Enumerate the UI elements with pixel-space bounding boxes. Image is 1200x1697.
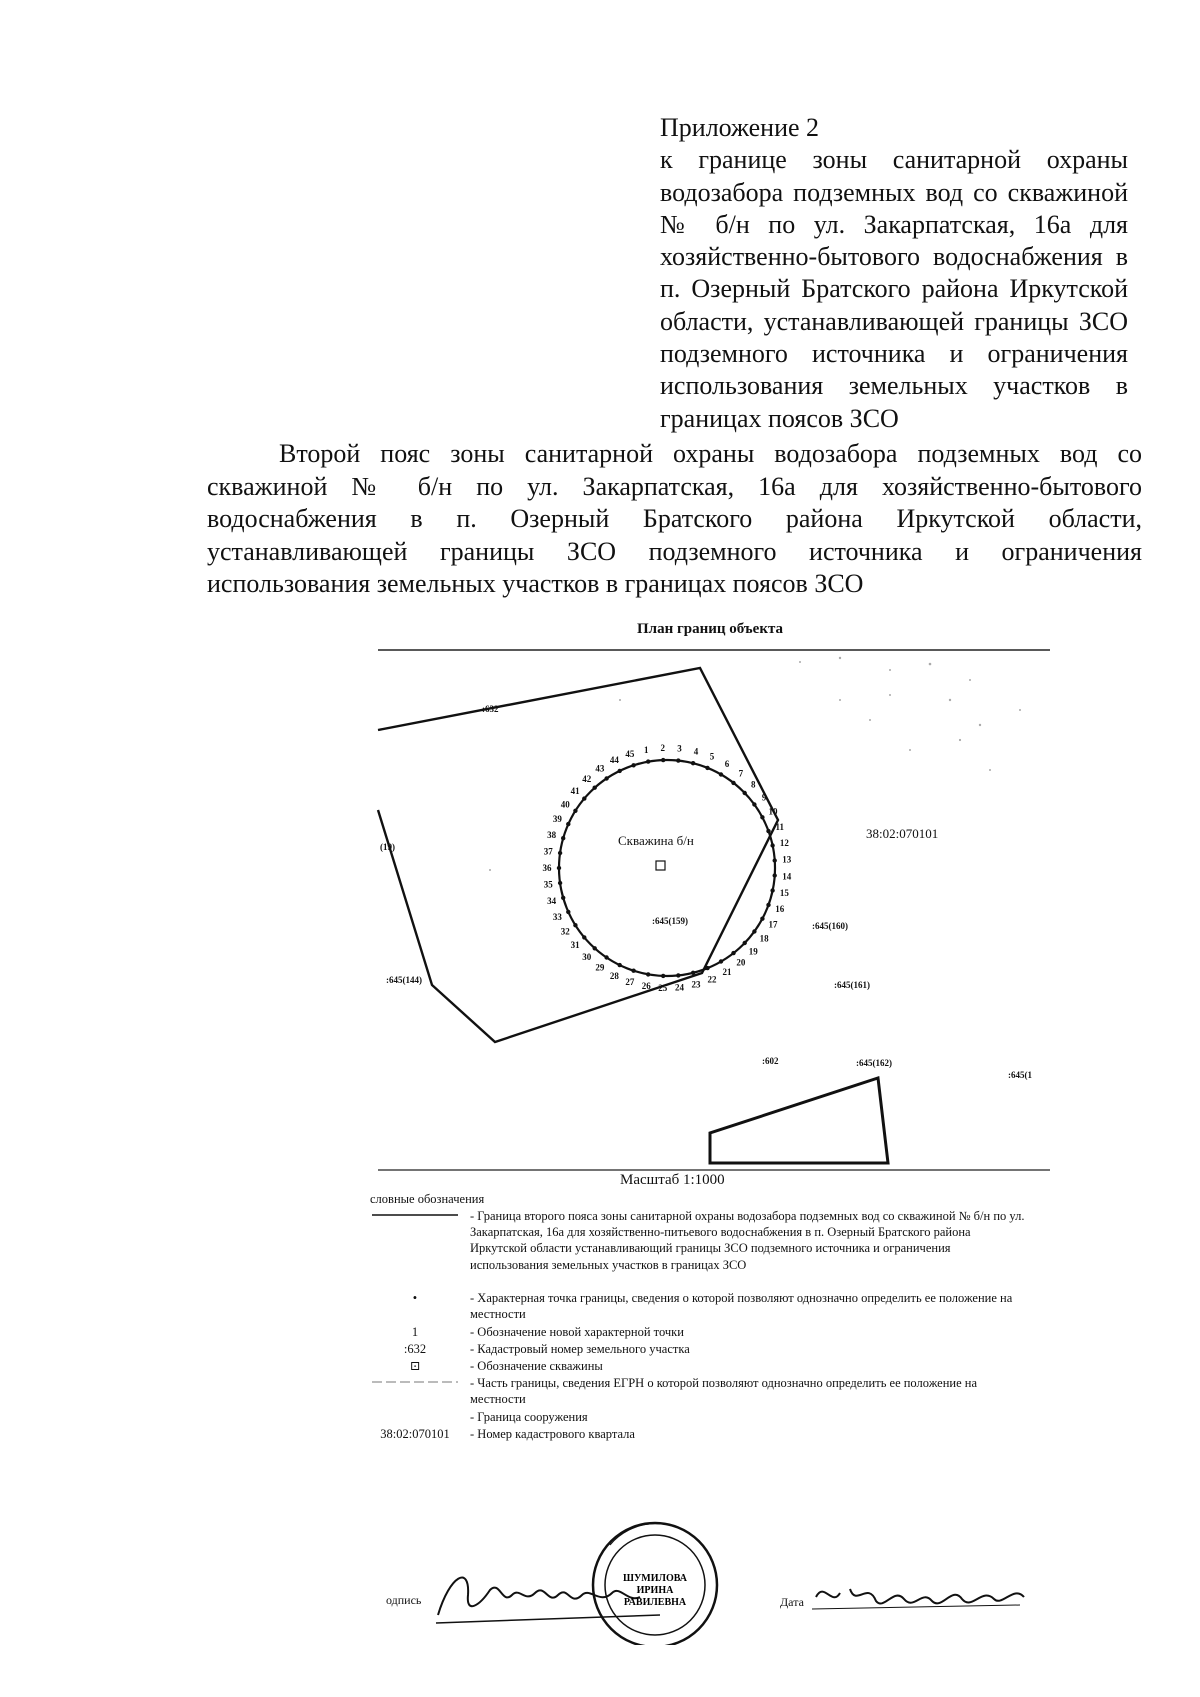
parcel-632-boundary [378,668,778,1042]
boundary-point [705,966,709,970]
point-number: 28 [609,970,619,981]
boundary-point [760,815,764,819]
boundary-point [691,971,695,975]
boundary-point [561,836,565,840]
boundary-plan-map [370,640,1050,1180]
boundary-point [618,769,622,773]
legend-text: - Характерная точка границы, сведения о которой позволяют однозначно определить ее положение на местности [470,1291,1013,1322]
legend-item [370,1426,1050,1444]
boundary-point [760,917,764,921]
structure-boundary [710,1078,888,1163]
point-number: 27 [625,977,635,988]
boundary-point [676,973,680,977]
legend-symbol: :632 [403,1342,427,1356]
intro-paragraph: Второй пояс зоны санитарной охраны водозабора подземных вод со скважиной № б/н по ул. Закарпатская, 16а для хозяйственно-бытового водоснабжения в п. Озерный Братского района Иркутской области, устанавливающей границы ЗСО подземного источника и ограничения использования земельных участков в границах поясов ЗСО [207,439,1142,598]
legend-symbol-line [370,1208,460,1224]
boundary-point [752,802,756,806]
boundary-point [766,829,770,833]
legend-symbol: 38:02:070101 [380,1427,450,1441]
point-number: 45 [625,748,635,759]
parcel-label: :632 [482,704,499,714]
boundary-point [661,758,665,762]
legend-text: - Часть границы, сведения ЕГРН о которой позволяют однозначно определить ее положение на местности [470,1376,978,1407]
official-stamp [580,1515,730,1645]
legend-heading: словные обозначения [370,1192,485,1206]
point-number: 36 [542,863,552,873]
parcel-label: :645(1 [1008,1070,1032,1080]
point-number: 16 [775,904,785,914]
plan-title: План границ объекта [636,621,784,637]
boundary-point [770,843,774,847]
parcel-label: :645(144) [386,975,422,985]
boundary-point [557,866,561,870]
scan-noise [489,657,1021,871]
legend-symbol: 1 [411,1325,419,1339]
point-number: 33 [552,911,562,922]
well-legend-icon: ⊡ [409,1359,421,1373]
legend-text: - Граница второго пояса зоны санитарной охраны водозабора подземных вод со скважиной № б/н по ул. Закарпатская, 16а для хозяйственно-питьевого водоснабжения в п. Озерный Братского района Иркутской области устанавливающий границы ЗСО подземного источника и ограничения использования земельных участков в границах ЗСО [470,1209,1025,1272]
well-label: Скважина б/н [618,833,694,848]
boundary-point [719,959,723,963]
point-number: 13 [782,854,792,865]
legend-text: - Номер кадастрового квартала [470,1427,635,1441]
point-number: 11 [775,822,785,832]
boundary-point [561,896,565,900]
point-number: 7 [738,768,744,779]
date-label: Дата [780,1595,804,1609]
point-number: 35 [543,879,553,890]
point-number: 15 [779,887,789,898]
point-number: 20 [736,957,746,968]
legend-item [370,1358,1050,1376]
parcel-label: :645(160) [812,921,848,931]
handwritten-date [810,1567,1030,1627]
boundary-point [705,766,709,770]
point-number: 23 [691,979,701,990]
boundary-point [604,776,608,780]
point-number: 8 [751,779,756,790]
boundary-point [661,974,665,978]
boundary-point [731,781,735,785]
boundary-point [676,758,680,762]
legend-item [370,1375,1050,1409]
point-number: 39 [552,814,562,825]
signature-block [370,1515,1090,1645]
point-number: 17 [768,919,778,930]
point-number: 43 [595,763,605,774]
appendix-header [660,112,1128,435]
svg-text:ИРИНА: ИРИНА [636,1585,674,1596]
boundary-point [582,935,586,939]
point-number: 21 [722,966,732,977]
appendix-title: Приложение 2 [660,113,820,142]
map-scale: Масштаб 1:1000 [620,1172,725,1188]
boundary-point [719,772,723,776]
point-number: 12 [779,838,789,849]
point-number: 10 [768,806,778,817]
boundary-point [573,923,577,927]
point-number: 34 [547,896,557,907]
boundary-point [773,858,777,862]
boundary-point [582,796,586,800]
parcel-label: :645(159) [652,916,688,926]
boundary-point [743,941,747,945]
parcel-label: :602 [762,1056,779,1066]
boundary-point [770,888,774,892]
point-number: 29 [595,962,605,973]
point-number: 24 [675,982,684,993]
point-number: 26 [641,981,651,992]
legend-text: - Кадастровый номер земельного участка [470,1342,690,1356]
boundary-point [773,873,777,877]
legend-symbol: • [412,1291,418,1305]
boundary-point [631,763,635,767]
boundary-point [593,946,597,950]
point-number: 31 [570,940,580,951]
point-number: 41 [570,785,580,796]
point-number: 19 [748,946,758,957]
boundary-point [573,809,577,813]
quarter-label: 38:02:070101 [866,826,939,841]
boundary-point [566,910,570,914]
point-number: 14 [782,871,792,882]
legend-item [370,1208,1050,1288]
boundary-point [631,969,635,973]
boundary-point [618,963,622,967]
boundary-point [604,955,608,959]
well-icon [656,861,665,870]
appendix-body: к границе зоны санитарной охраны водозабора подземных вод со скважиной № б/н по ул. Закарпатская, 16а для хозяйственно-бытового водоснабжения в п. Озерный Братского района Иркутской области, устанавливающей границы ЗСО подземного источника и ограничения использования земельных участков в границах поясов ЗСО [660,145,1128,433]
legend-text: - Граница сооружения [470,1410,588,1424]
parcel-label: (19) [380,842,395,852]
legend-symbol-dashed [370,1375,460,1391]
point-number: 9 [761,792,767,803]
signature-label: одпись [386,1593,422,1607]
point-number: 44 [609,755,619,766]
point-number: 40 [560,799,570,810]
svg-text:ШУМИЛОВА: ШУМИЛОВА [622,1573,688,1584]
point-number: 4 [693,746,699,757]
boundary-point [646,759,650,763]
point-number: 37 [543,846,553,857]
point-number: 42 [582,773,592,784]
boundary-point [566,822,570,826]
legend-item [370,1341,1050,1359]
point-number: 25 [658,982,668,993]
point-number: 30 [582,952,592,963]
boundary-point [743,791,747,795]
boundary-point [766,903,770,907]
boundary-point [558,851,562,855]
boundary-point [731,951,735,955]
boundary-point [752,929,756,933]
point-number: 22 [707,974,717,985]
boundary-point [593,786,597,790]
point-number: 18 [759,933,769,944]
boundary-point [691,761,695,765]
parcel-label: :645(161) [834,980,870,990]
point-number: 3 [677,743,682,754]
legend-text: - Обозначение новой характерной точки [470,1325,684,1339]
point-number: 6 [724,759,730,770]
boundary-point [646,972,650,976]
point-number: 32 [560,926,570,937]
point-number: 2 [660,743,666,754]
parcel-label: :645(162) [856,1058,892,1068]
legend-item [370,1324,1050,1342]
point-number: 5 [709,751,715,762]
svg-text:РАВИЛЕВНА: РАВИЛЕВНА [623,1597,687,1608]
legend-text: - Обозначение скважины [470,1359,603,1373]
point-number: 38 [547,829,557,840]
boundary-point [558,881,562,885]
legend-item [370,1290,1050,1324]
point-number: 1 [643,744,649,755]
legend-item [370,1409,1050,1427]
